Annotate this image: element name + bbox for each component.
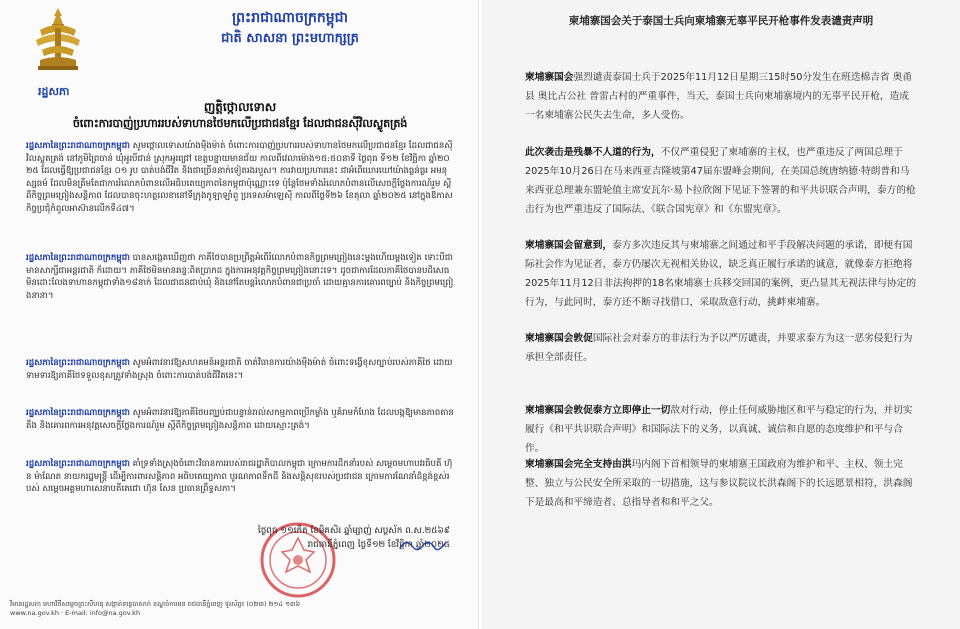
- page-footer: [10, 600, 470, 618]
- lunar-date: ថ្ងៃពុធ ១១កើត ខែមិគសិរ ឆ្នាំម្សាញ់ សប្តស័ក ព.ស.២៥៦៩: [258, 526, 450, 536]
- chinese-paragraph: 柬埔寨国会完全支持由洪玛内阁下首相领导的柬埔寨王国政府为维护和平、主权、领土完整、独立与公民安全所采取的一切措施，这与参议院议长洪森阁下的长远愿景相符，洪森阁下是最高和平缔造者、总指导者和和平之父。: [525, 459, 913, 508]
- institution-label: រដ្ឋសភា: [38, 85, 70, 98]
- khmer-paragraph: រដ្ឋសភានៃព្រះរាជាណាចក្រកម្ពុជា សូមអំពាវនាវឱ្យសហគមន៍អន្តរជាតិ ចាត់វិធានការយ៉ាងម៉ឺងម៉ាត់ ចំពោះទង្វើខុសច្បាប់របស់ភាគីថៃ ដោយទាមទារឱ្យភាគីថៃទទួលខុសត្រូវទាំងស្រុង ចំពោះការបាត់បង់ជីវិតនេះ។: [26, 358, 453, 381]
- chinese-paragraph: 柬埔寨国会敦促国际社会对泰方的非法行为予以严厉谴责，并要求泰方为这一恶劣侵犯行为承担全部责任。: [525, 333, 913, 363]
- khmer-paragraph: រដ្ឋសភានៃព្រះរាជាណាចក្រកម្ពុជា សូមអំពាវនាវឱ្យភាគីថៃបញ្ឈប់ជាបន្ទាន់រាល់សកម្មភាពប្រើកម្លាំង ឬគំរាមកំហែង ដែលបង្កឱ្យមានភាពតានតឹង និងគោរពការអនុវត្តសេចក្តីថ្លែងការណ៍រួម ស្តីពីកិច្ចព្រមព្រៀងសន្តិភាព ដោយស្មោះត្រង់។: [26, 408, 454, 431]
- statement-subtitle: ចំពោះការបាញ់ប្រហាររបស់ទាហានថៃមកលើប្រជាជនខ្មែរ ដែលជាជនស៊ីវិលស្លូតត្រង់: [72, 117, 408, 130]
- chinese-statement-title: 柬埔寨国会关于泰国士兵向柬埔寨无辜平民开枪事件发表谴责声明: [568, 15, 874, 27]
- issue-date: រាជធានីភ្នំពេញ ថ្ងៃទី១២ ខែវិច្ឆិកា ឆ្នាំ២០២៥: [307, 540, 450, 550]
- chinese-paragraph: 柬埔寨国会留意到，泰方多次违反其与柬埔寨之间通过和平手段解决问题的承诺，即便有国际社会作为见证者，泰方仍屡次无视相关协议，缺乏真正履行承诺的诚意，就像泰方拒绝将2025年11月12日非法拘押的18名柬埔寨士兵移交回国的案例，更凸显其无视法律与协定的行为，与此同时，泰方还不断寻找借口，采取敌意行动，挑衅柬埔寨。: [525, 240, 917, 308]
- motto-heading: ជាតិ សាសនា ព្រះមហាក្សត្រ: [221, 31, 359, 46]
- khmer-paragraph: រដ្ឋសភានៃព្រះរាជាណាចក្រកម្ពុជា គាំទ្រទាំងស្រុងចំពោះវិធានការរបស់រាជរដ្ឋាភិបាលកម្ពុជា ក្រោមការដឹកនាំរបស់ សម្តេចមហាបវរធិបតី ហ៊ុន ម៉ាណែត នាយករដ្ឋមន្ត្រី ដើម្បីការពារសន្តិភាព អធិបតេយ្យភាព បូរណភាពទឹកដី និងសន្តិសុខរបស់ប្រជាជន ក្រោមការណែនាំដ៏ខ្ពង់ខ្ពស់របស់ សម្តេចអគ្គមហាសេនាបតីតេជោ ហ៊ុន សែន ប្រធានព្រឹទ្ធសភា។: [26, 459, 453, 495]
- chinese-paragraph: 柬埔寨国会敦促泰方立即停止一切敌对行动，停止任何威胁地区和平与稳定的行为，并切实履行《和平共识联合声明》和国际法下的义务，以真诚、诚信和自愿的态度维护和平与合作。: [525, 405, 913, 454]
- kingdom-heading: ព្រះរាជាណាចក្រកម្ពុជា: [231, 10, 348, 26]
- chinese-paragraph: 此次袭击是残暴不人道的行为，不仅严重侵犯了柬埔寨的主权，也严重违反了两国总理于2025年10月26日在马来西亚吉隆坡第47届东盟峰会期间，在美国总统唐纳德·特朗普和马来西亚总理兼东盟轮值主席安瓦尔·易卜拉欣阁下见证下签署的和平共识联合声明，泰方的枪击行为也严重违反了国际法、《联合国宪章》和《东盟宪章》。: [525, 147, 916, 215]
- statement-title: ញត្តិថ្កោលទោស: [203, 100, 277, 114]
- chinese-statement-page: [481, 0, 960, 629]
- khmer-paragraph: រដ្ឋសភានៃព្រះរាជាណាចក្រកម្ពុជា សូមថ្កោលទោសយ៉ាងម៉ឺងម៉ាត់ ចំពោះការបាញ់ប្រហាររបស់ទាហានថៃមកលើប្រជាជនខ្មែរ ដែលជាជនស៊ីវិលស្លូតត្រង់ នៅភូមិព្រៃចាន់ ឃុំអូរបីជាន់ ស្រុកអូរជ្រៅ ខេត្តបន្ទាយមានជ័យ កាលពីវេលាម៉ោង១៥:៥០នាទី ថ្ងៃពុធ ទី១២ ខែវិច្ឆិកា ឆ្នាំ២០២៥ ដែលធ្វើឱ្យប្រជាជនខ្មែរ ០១ រូប បាត់បង់ជីវិត និងជាច្រើននាក់ទៀតរងរបួស។ ការវាយប្រហារនេះ ជាអំពើឃោរឃៅយ៉ាងធ្ងន់ធ្ងរ អមនុស្សធម៌ ដែលមិនត្រឹមតែជាការរំលោភបំពានលើអធិបតេយ្យភាពនៃកម្ពុជាប៉ុណ្ណោះទេ ប៉ុន្តែថែមទាំងរំលោភបំពានលើសេចក្តីថ្លែងការណ៍រួម ស្តីពីកិច្ចព្រមព្រៀងសន្តិភាព ដែលបានចុះហត្ថលេខានៅទីក្រុងកូឡាឡាំពួ ប្រទេសម៉ាឡេស៊ី កាលពីថ្ងៃទី២៦ ខែតុលា ឆ្នាំ២០២៥ នៅក្នុងឱកាសកិច្ចប្រជុំកំពូលអាស៊ានលើកទី៤៧។: [26, 141, 453, 214]
- khmer-paragraph: រដ្ឋសភានៃព្រះរាជាណាចក្រកម្ពុជា បានសង្កេតឃើញថា ភាគីថៃបានប្រព្រឹត្តអំពើរំលោភបំពានកិច្ចព្រមព្រៀងនេះម្តងហើយម្តងទៀត ទោះបីជាមានសាក្សីជាអន្តរជាតិ ក៏ដោយ។ ភាគីថៃមិនមានឆន្ទៈពិតប្រាកដ ក្នុងការអនុវត្តកិច្ចព្រមព្រៀងនោះទេ។ ដូចជាការដែលភាគីថៃបានបដិសេធមិនដោះលែងទាហានកម្ពុជាទាំង១៨នាក់ ដែលជាជនជាប់ឃុំ និងនៅតែបន្តរំលោភបំពានជាប្រចាំ ដោយគ្មានការគោរពច្បាប់ និងកិច្ចព្រមព្រៀងនានា។: [26, 253, 454, 301]
- footer-contact: www.na.gov.kh · E-mail: info@na.gov.kh: [10, 609, 141, 617]
- chinese-paragraph: 柬埔寨国会强烈谴责泰国士兵于2025年11月12日星期三15时50分发生在班迭棉吉省 奥甬县 奥比占公社 普雷占村的严重事件，当天，泰国士兵向柬埔寨境内的无辜平民开枪，造成一名柬埔寨公民失去生命，多人受伤。: [525, 72, 913, 121]
- footer-address: វិមានរដ្ឋសភា មហាវិថីសម្តេចព្រះសីហនុ សង្កាត់ទន្លេបាសាក់ ខណ្ឌចំការមន រាជធានីភ្នំពេញ ទូរស័ព្ទ៖ (០២៣) ២១៤ ១៣៦: [10, 600, 301, 608]
- royal-emblem-icon: [32, 6, 84, 72]
- khmer-statement-page: [0, 0, 479, 629]
- signature-icon: [398, 536, 448, 552]
